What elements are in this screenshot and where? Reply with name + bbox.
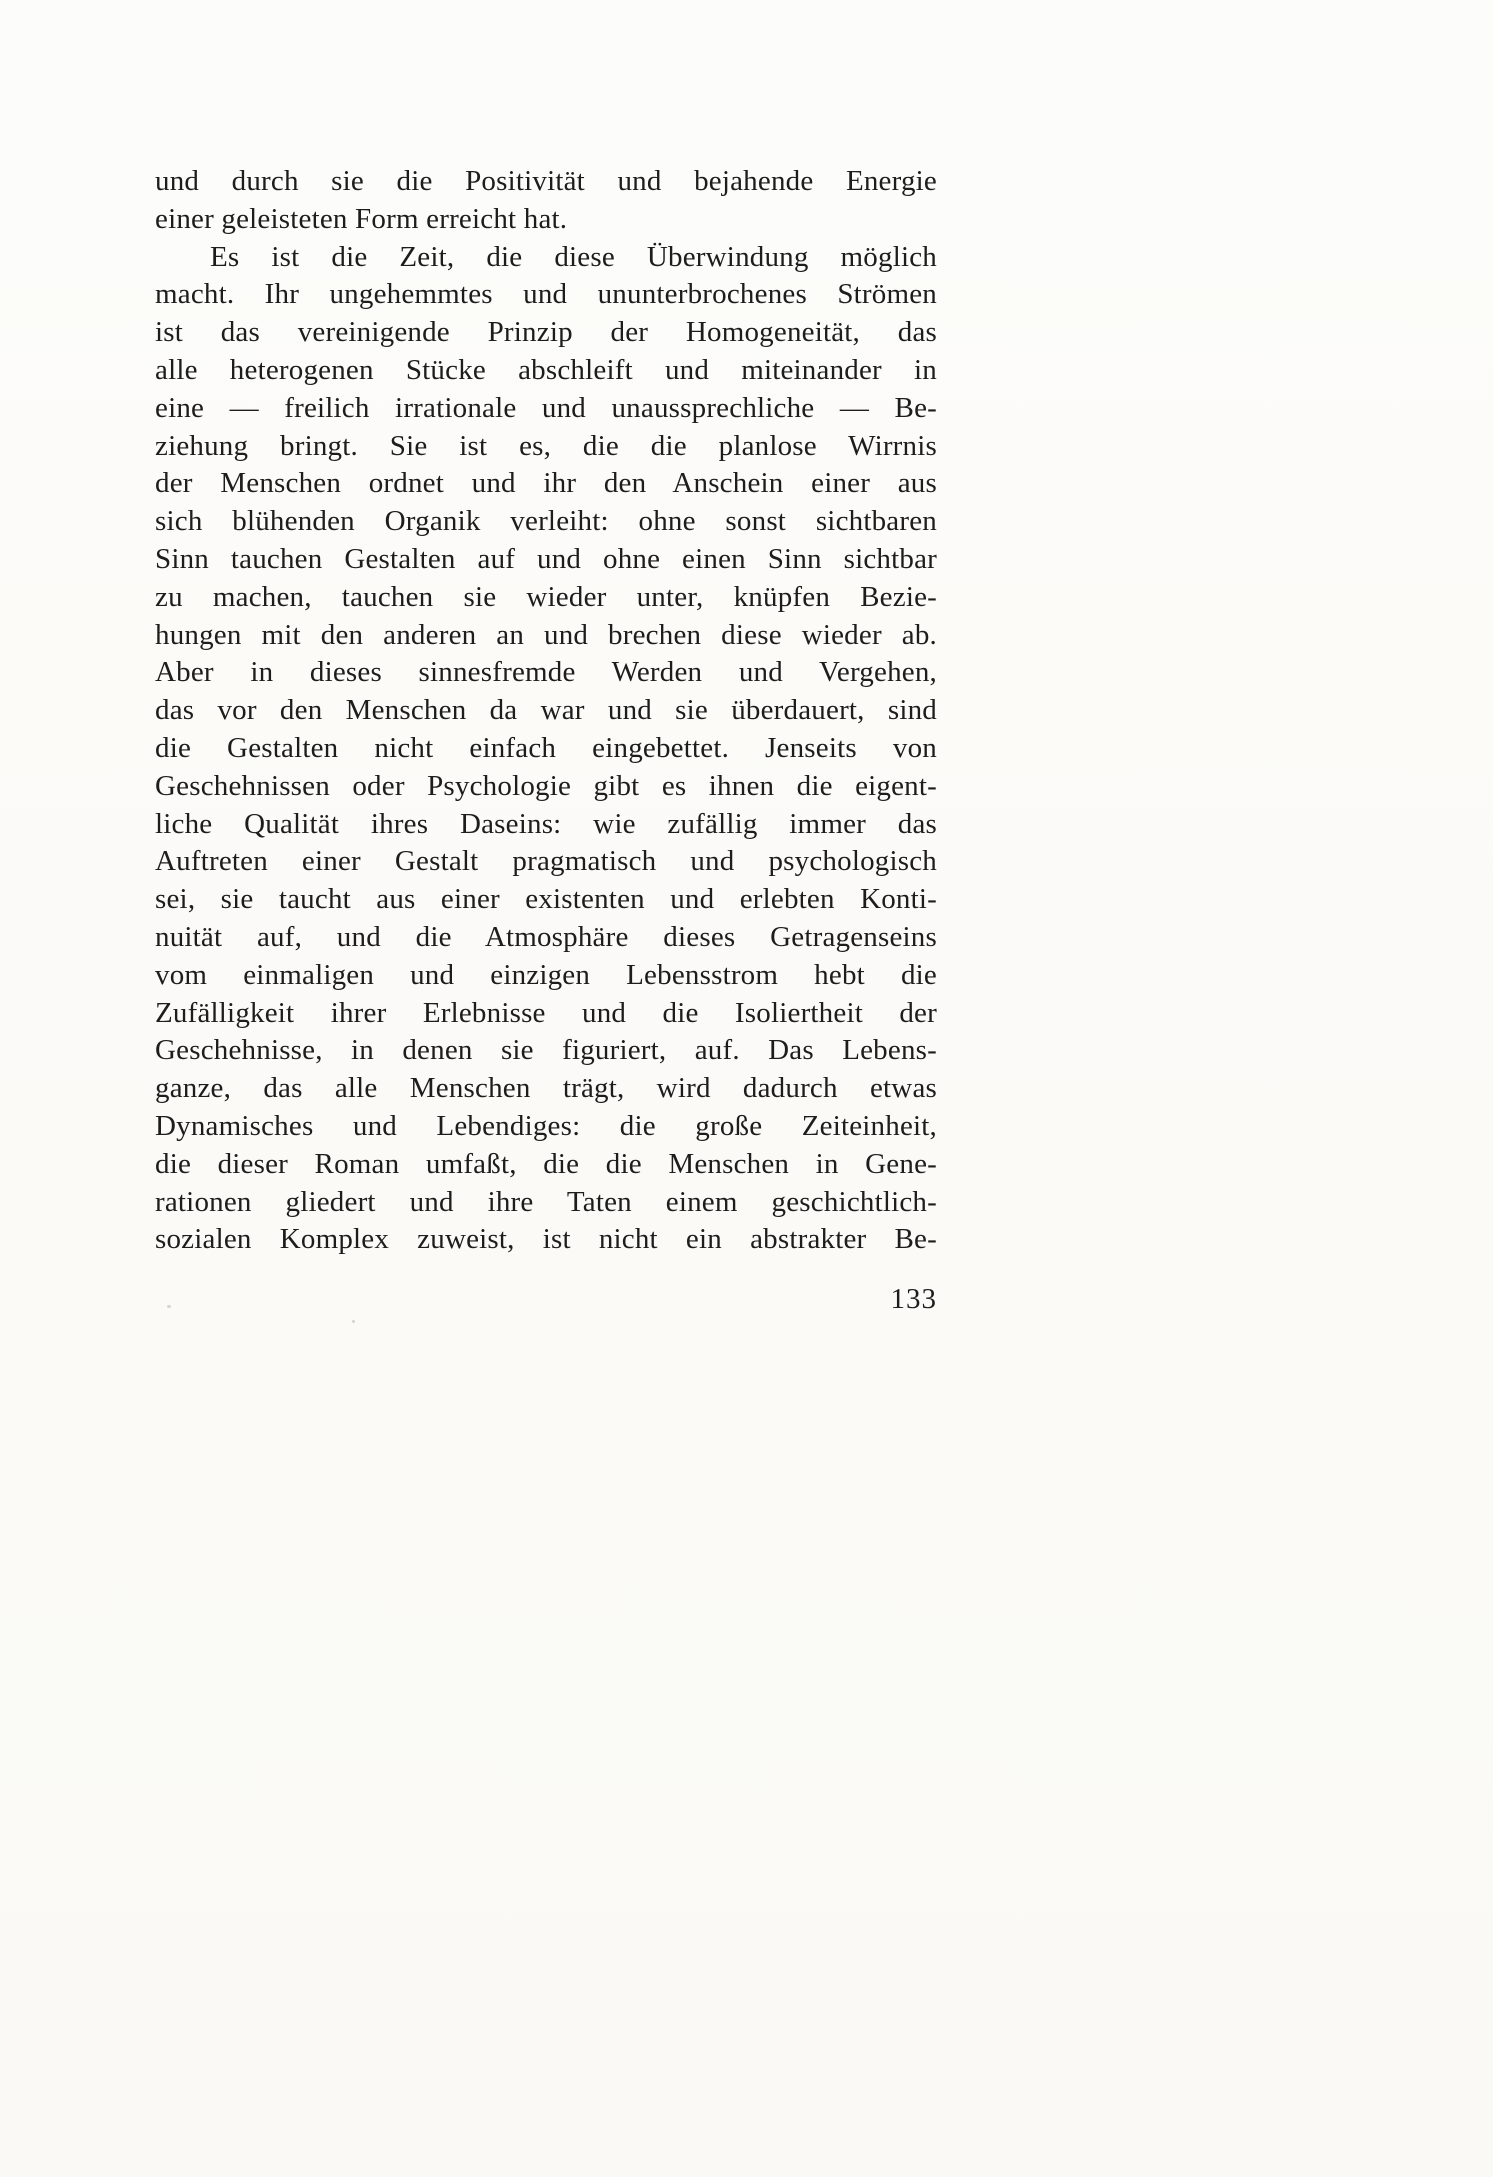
text-line: Auftreten einer Gestalt pragmatisch und psychologisch [155,845,937,878]
text-line: die Gestalten nicht einfach eingebettet. Jenseits von [155,731,937,764]
text-line: vom einmaligen und einzigen Lebensstrom hebt die [155,958,937,991]
text-line: ziehung bringt. Sie ist es, die die planlose Wirrnis [155,429,937,462]
text-line: Dynamisches und Lebendiges: die große Zeiteinheit, [155,1109,937,1142]
scan-speck [352,1320,355,1323]
text-line: Aber in dieses sinnesfremde Werden und Vergehen, [155,656,937,689]
text-line: die dieser Roman umfaßt, die die Menschen in Gene- [155,1147,937,1180]
page-number: 133 [890,1283,937,1316]
text-line: Es ist die Zeit, die diese Überwindung möglich [210,240,937,273]
text-line: Geschehnissen oder Psychologie gibt es ihnen die eigent- [155,769,937,802]
text-line: das vor den Menschen da war und sie überdauert, sind [155,694,937,727]
text-line: alle heterogenen Stücke abschleift und miteinander in [155,353,937,386]
text-line: eine — freilich irrationale und unaussprechliche — Be- [155,391,937,424]
text-line: einer geleisteten Form erreicht hat. [155,202,568,235]
text-line: der Menschen ordnet und ihr den Anschein einer aus [155,467,937,500]
text-line: ganze, das alle Menschen trägt, wird dadurch etwas [155,1072,937,1105]
text-line: hungen mit den anderen an und brechen diese wieder ab. [155,618,937,651]
text-line: ist das vereinigende Prinzip der Homogeneität, das [155,316,937,349]
text-line: rationen gliedert und ihre Taten einem geschichtlich- [155,1185,937,1218]
text-line: sei, sie taucht aus einer existenten und erlebten Konti- [155,883,937,916]
scan-speck [167,1305,171,1308]
text-line: nuität auf, und die Atmosphäre dieses Getragenseins [155,920,937,953]
text-line: Sinn tauchen Gestalten auf und ohne einen Sinn sichtbar [155,542,937,575]
text-block [155,163,937,1319]
text-line: macht. Ihr ungehemmtes und ununterbrochenes Strömen [155,278,937,311]
text-line: Geschehnisse, in denen sie figuriert, auf. Das Lebens- [155,1034,937,1067]
text-line: sich blühenden Organik verleiht: ohne sonst sichtbaren [155,505,937,538]
text-line: und durch sie die Positivität und bejahende Energie [155,165,937,197]
text-line: sozialen Komplex zuweist, ist nicht ein abstrakter Be- [155,1223,937,1256]
text-line: liche Qualität ihres Daseins: wie zufällig immer das [155,807,937,840]
text-line: zu machen, tauchen sie wieder unter, knüpfen Bezie- [155,580,937,613]
text-line: Zufälligkeit ihrer Erlebnisse und die Isoliertheit der [155,996,937,1029]
